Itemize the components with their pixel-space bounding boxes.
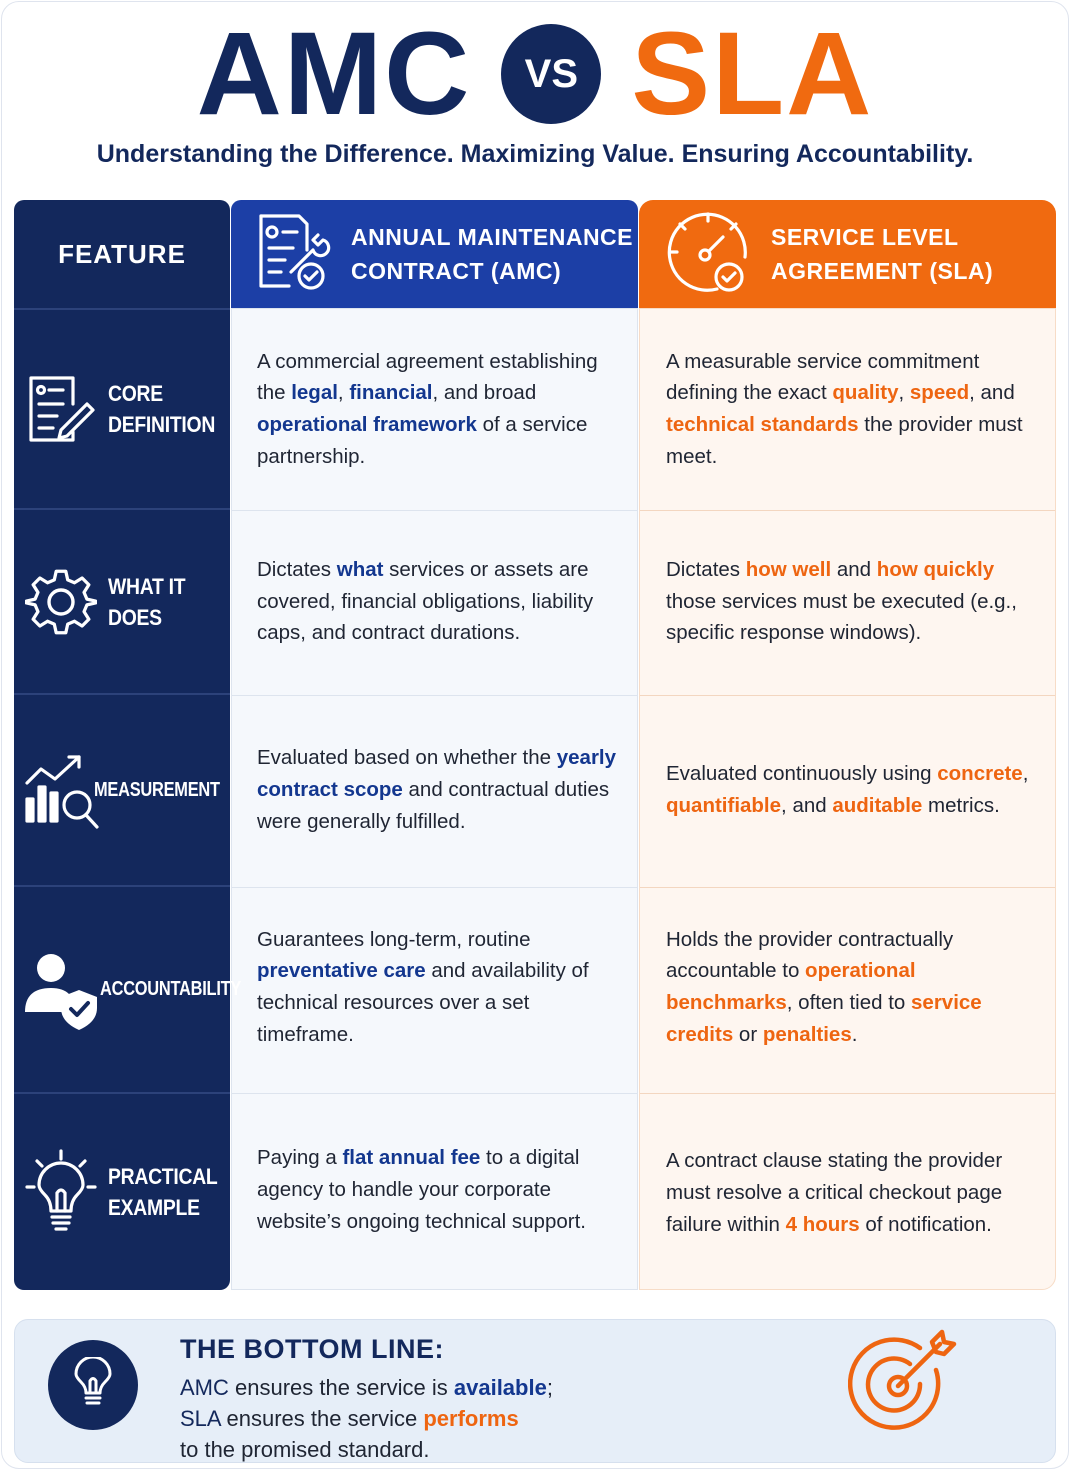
text: ; xyxy=(546,1375,553,1400)
feature-label-line1: MEASUREMENT xyxy=(94,778,220,801)
header-sla-line2: AGREEMENT (SLA) xyxy=(771,258,994,284)
feature-label-line2: DOES xyxy=(108,604,162,630)
text: , xyxy=(337,381,350,405)
text: Holds the provider contractually accountable to xyxy=(666,927,954,983)
feature-label-line1: PRACTICAL xyxy=(108,1164,218,1189)
header-amc xyxy=(231,200,638,308)
feature-label-line1: ACCOUNTABILITY xyxy=(100,978,242,1000)
text: SLA xyxy=(180,1406,221,1431)
highlight: flat annual fee xyxy=(342,1146,481,1170)
bottom-line-amc xyxy=(180,1372,553,1403)
page-subtitle: Understanding the Difference. Maximizing Value. Ensuring Accountability. xyxy=(96,140,974,168)
header-amc-line2: CONTRACT (AMC) xyxy=(351,258,562,284)
header-sla-label xyxy=(771,220,993,288)
header-sla-line1: SERVICE LEVEL xyxy=(771,224,959,250)
page-title xyxy=(0,8,1070,140)
text: to a digital agency to handle your corporate website’s ongoing technical support. xyxy=(257,1146,586,1233)
title-amc: AMC xyxy=(196,8,472,140)
text: of a service partnership. xyxy=(257,413,588,468)
text: services or assets are covered, financial obligations, liability caps, and contract durations. xyxy=(257,557,594,645)
feature-label-line1: CORE xyxy=(108,381,163,406)
header-amc-line1: ANNUAL MAINTENANCE xyxy=(351,224,634,250)
text: , often tied to xyxy=(786,991,912,1014)
highlight: speed xyxy=(909,381,970,405)
text: ensures the service is xyxy=(228,1375,454,1400)
text: , xyxy=(1022,762,1029,786)
highlight: service credits xyxy=(666,991,982,1046)
highlight: technical standards xyxy=(666,413,859,436)
text: those services must be executed (e.g., specific response windows). xyxy=(666,589,1017,645)
speedometer-check-icon xyxy=(665,209,751,300)
highlight: operational framework xyxy=(257,413,477,436)
highlight: how well xyxy=(745,557,832,581)
amc-what-it-does-cell xyxy=(257,510,629,693)
highlight: what xyxy=(336,557,384,581)
highlight: concrete xyxy=(937,762,1023,786)
highlight: auditable xyxy=(832,794,923,817)
document-pen-icon xyxy=(14,374,108,444)
highlight: penalties xyxy=(762,1022,852,1046)
lightbulb-icon xyxy=(14,1149,108,1235)
text: and availability of technical resources over a set timeframe. xyxy=(257,959,589,1046)
gear-icon xyxy=(14,566,108,638)
highlight: quantifiable xyxy=(666,794,782,817)
text: Dictates xyxy=(257,557,337,581)
feature-accountability xyxy=(14,887,242,1092)
feature-label xyxy=(94,775,220,806)
contract-wrench-icon xyxy=(255,212,331,297)
highlight: yearly contract scope xyxy=(257,746,617,802)
amc-core-definition-cell xyxy=(257,310,629,508)
text: the provider must meet. xyxy=(666,413,1023,468)
feature-core-definition xyxy=(14,310,230,508)
highlight: performs xyxy=(423,1406,519,1431)
highlight: how quickly xyxy=(876,557,995,581)
text: A contract clause stating the provider must resolve a critical checkout page failure within xyxy=(666,1149,1003,1236)
feature-label-line1: WHAT IT xyxy=(108,573,186,599)
sla-accountability-cell xyxy=(666,887,1046,1087)
amc-measurement-cell xyxy=(257,695,629,885)
text: and xyxy=(831,557,877,581)
text: Evaluated continuously using xyxy=(666,762,938,786)
text: of notification. xyxy=(859,1212,992,1236)
lightbulb-icon xyxy=(71,1357,115,1414)
bottom-line-badge xyxy=(48,1340,138,1430)
text: A measurable service commitment defining the exact xyxy=(666,349,980,405)
feature-measurement xyxy=(14,695,230,885)
feature-label-line2: DEFINITION xyxy=(108,412,216,437)
bottom-line-sla xyxy=(180,1403,553,1434)
amc-practical-example-cell xyxy=(257,1094,629,1286)
text: Paying a xyxy=(257,1146,343,1170)
feature-label xyxy=(108,571,185,633)
highlight: financial xyxy=(349,381,433,405)
sla-what-it-does-cell xyxy=(666,510,1046,693)
vs-badge: VS xyxy=(501,24,601,124)
text: or xyxy=(733,1022,763,1046)
text: and contractual duties were generally fulfilled. xyxy=(257,778,610,833)
feature-label-line2: EXAMPLE xyxy=(108,1195,200,1220)
target-arrow-icon xyxy=(848,1326,966,1443)
bottom-line-last: to the promised standard. xyxy=(180,1437,430,1462)
amc-accountability-cell xyxy=(257,887,629,1087)
header-sla xyxy=(639,200,1056,308)
sla-practical-example-cell xyxy=(666,1094,1046,1292)
highlight: 4 hours xyxy=(785,1212,860,1236)
sla-core-definition-cell xyxy=(666,310,1046,508)
feature-label xyxy=(100,974,241,1005)
feature-what-it-does xyxy=(14,510,230,693)
highlight: legal xyxy=(291,381,338,405)
text: Guarantees long-term, routine xyxy=(257,927,531,951)
user-shield-icon xyxy=(14,950,108,1030)
highlight: quality xyxy=(832,381,899,405)
text: , and xyxy=(969,381,1015,405)
feature-label xyxy=(108,1161,217,1223)
text: , and xyxy=(781,794,833,817)
highlight: available xyxy=(453,1375,547,1400)
text: , and broad xyxy=(432,381,537,405)
text: AMC xyxy=(180,1375,229,1400)
feature-label xyxy=(108,378,215,440)
text: metrics. xyxy=(922,794,1000,817)
header-feature: FEATURE xyxy=(58,238,186,269)
bottom-line-text xyxy=(180,1372,553,1465)
text: A commercial agreement establishing the xyxy=(257,349,598,405)
text: Dictates xyxy=(666,557,746,581)
text: . xyxy=(851,1022,858,1046)
header-amc-label xyxy=(351,220,633,288)
text: Evaluated based on whether the xyxy=(257,746,557,770)
text: ensures the service xyxy=(220,1406,424,1431)
title-sla: SLA xyxy=(631,8,874,140)
highlight: preventative care xyxy=(257,959,426,983)
feature-practical-example xyxy=(14,1094,230,1290)
highlight: operational benchmarks xyxy=(666,959,916,1014)
text: , xyxy=(898,381,910,405)
bottom-line-title: THE BOTTOM LINE: xyxy=(180,1334,444,1364)
sla-measurement-cell xyxy=(666,695,1046,885)
